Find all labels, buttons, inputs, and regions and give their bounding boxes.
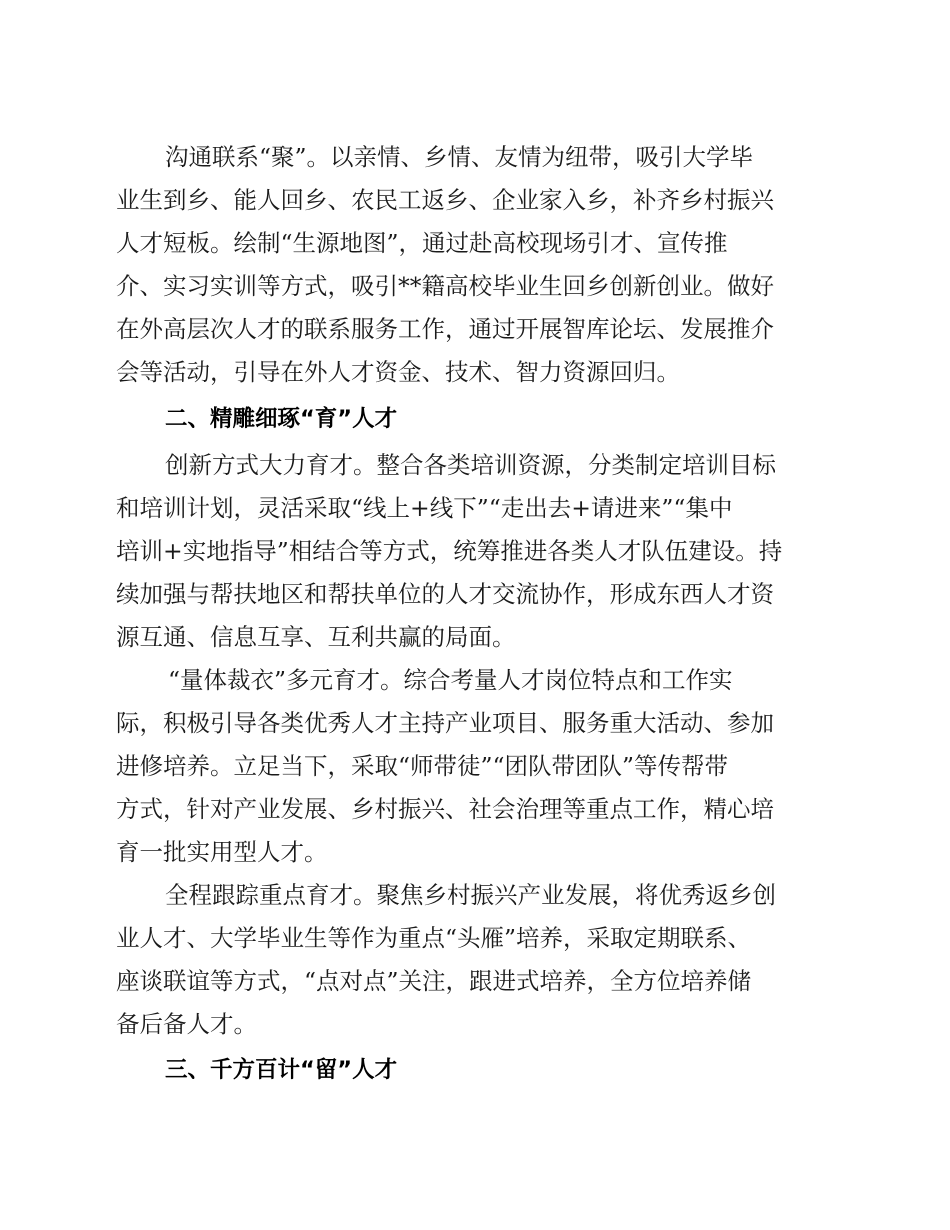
paragraph-4-line-3: 座谈联谊等方式，“点对点”关注，跟进式培养，全方位培养储 bbox=[116, 967, 752, 995]
paragraph-2-line-4: 续加强与帮扶地区和帮扶单位的人才交流协作，形成东西人才资 bbox=[116, 580, 774, 608]
paragraph-1-line-4: 介、实习实训等方式，吸引**籍高校毕业生回乡创新创业。做好 bbox=[116, 272, 774, 300]
paragraph-2-line-1: 创新方式大力育才。整合各类培训资源，分类制定培训目标 bbox=[165, 451, 776, 479]
section-heading-2: 二、精雕细琢“育”人才 bbox=[165, 406, 398, 432]
paragraph-1-line-2: 业生到乡、能人回乡、农民工返乡、企业家入乡，补齐乡村振兴 bbox=[116, 186, 774, 214]
paragraph-3-line-5: 育一批实用型人才。 bbox=[116, 838, 328, 866]
paragraph-3-line-2: 际，积极引导各类优秀人才主持产业项目、服务重大活动、参加 bbox=[116, 709, 774, 737]
paragraph-3-line-1: “量体裁衣”多元育才。综合考量人才岗位特点和工作实 bbox=[168, 666, 733, 694]
paragraph-2-line-5: 源互通、信息互享、互利共赢的局面。 bbox=[116, 623, 516, 651]
paragraph-1-line-6: 会等活动，引导在外人才资金、技术、智力资源回归。 bbox=[116, 358, 680, 386]
paragraph-4-line-1: 全程跟踪重点育才。聚焦乡村振兴产业发展，将优秀返乡创 bbox=[165, 881, 776, 909]
paragraph-2-line-2: 和培训计划，灵活采取“线上+线下”“走出去+请进来”“集中 bbox=[116, 494, 733, 522]
paragraph-2-line-3: 培训+实地指导”相结合等方式，统筹推进各类人才队伍建设。持 bbox=[116, 537, 783, 565]
paragraph-1-line-5: 在外高层次人才的联系服务工作，通过开展智库论坛、发展推介 bbox=[116, 315, 774, 343]
paragraph-3-line-3: 进修培养。立足当下，采取“师带徒”“团队带团队”等传帮带 bbox=[116, 752, 729, 780]
paragraph-4-line-4: 备后备人才。 bbox=[116, 1010, 257, 1038]
paragraph-1-line-3: 人才短板。绘制“生源地图”，通过赴高校现场引才、宣传推 bbox=[116, 229, 728, 257]
paragraph-1-line-1: 沟通联系“聚”。以亲情、乡情、友情为纽带，吸引大学毕 bbox=[165, 143, 754, 171]
paragraph-4-line-2: 业人才、大学毕业生等作为重点“头雁”培养，采取定期联系、 bbox=[116, 924, 752, 952]
paragraph-3-line-4: 方式，针对产业发展、乡村振兴、社会治理等重点工作，精心培 bbox=[116, 795, 774, 823]
section-heading-3: 三、千方百计“留”人才 bbox=[165, 1057, 398, 1083]
